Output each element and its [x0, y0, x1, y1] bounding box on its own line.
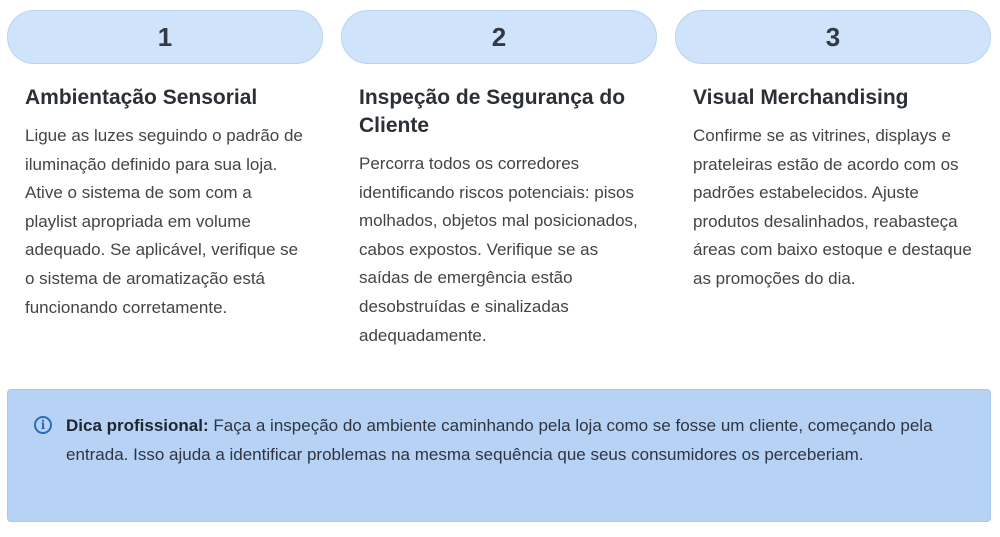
info-icon: i: [34, 416, 52, 434]
step-description: Ligue as luzes seguindo o padrão de iluminação definido para sua loja. Ative o sistema de som com a playlist apropriada em volume adequado. Se aplicável, verifique se o sistema de aromatização está funcionando corretamente.: [25, 126, 303, 317]
pro-tip-text: [66, 412, 970, 469]
step-number-badge: 1: [7, 10, 323, 64]
step-title: Visual Merchandising: [693, 86, 909, 109]
step-body: [341, 64, 657, 350]
steps-row: [7, 10, 992, 350]
step-description: Percorra todos os corredores identificando riscos potenciais: pisos molhados, objetos mal posicionados, cabos expostos. Verifique se as saídas de emergência estão desobstruídas e sinalizadas adequadamente.: [359, 154, 638, 345]
step-card-1: [7, 10, 323, 350]
step-card-3: [675, 10, 991, 350]
step-number-badge: 2: [341, 10, 657, 64]
step-card-2: [341, 10, 657, 350]
pro-tip-body: Faça a inspeção do ambiente caminhando pela loja como se fosse um cliente, começando pela entrada. Isso ajuda a identificar problemas na mesma sequência que seus consumidores os perceberiam.: [66, 416, 933, 464]
step-title: Inspeção de Segurança do Cliente: [359, 86, 626, 137]
step-number-badge: 3: [675, 10, 991, 64]
step-body: [7, 64, 323, 322]
pro-tip-callout: [7, 389, 991, 522]
step-title: Ambientação Sensorial: [25, 86, 258, 109]
pro-tip-label: Dica profissional:: [66, 416, 209, 435]
step-description: Confirme se as vitrines, displays e prateleiras estão de acordo com os padrões estabelecidos. Ajuste produtos desalinhados, reabasteça áreas com baixo estoque e destaque as promoções do dia.: [693, 126, 972, 288]
step-body: [675, 64, 991, 294]
